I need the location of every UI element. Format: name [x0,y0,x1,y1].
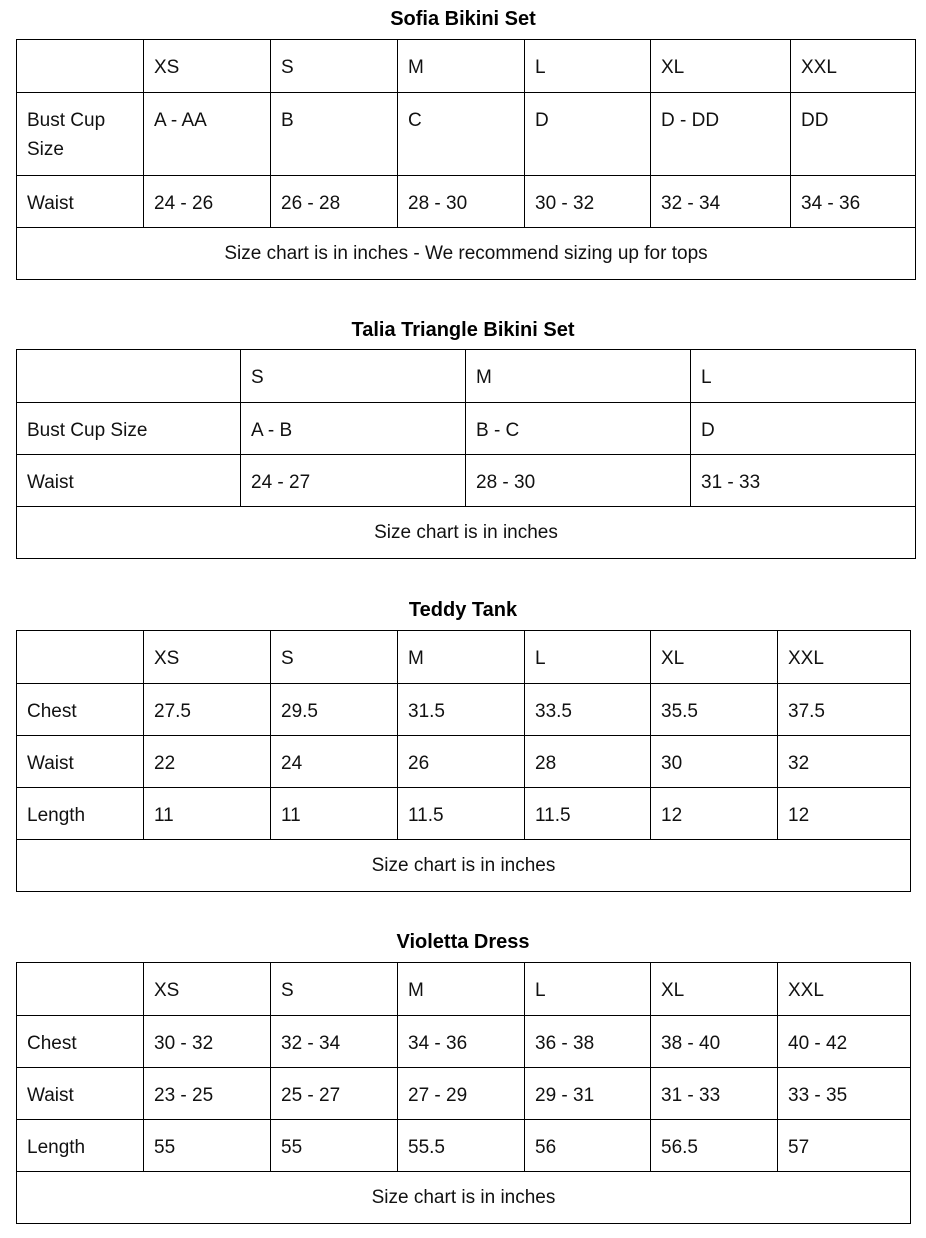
header-cell: XXL [778,963,911,1016]
table-cell: 40 - 42 [778,1016,911,1068]
table-cell: 55 [144,1120,271,1172]
table-cell: B - C [466,403,691,455]
row-label: Waist [17,176,144,228]
table-row [17,736,911,788]
table-cell: 11 [144,788,271,840]
header-cell: M [398,631,525,684]
table-cell: 32 - 34 [651,176,791,228]
table-row [17,1120,911,1172]
table-row [17,1016,911,1068]
table-cell: 11 [271,788,398,840]
size-table-violetta-dress [16,962,911,1224]
row-label: Chest [17,684,144,736]
row-label: Length [17,1120,144,1172]
header-cell: M [398,963,525,1016]
header-cell: S [271,631,398,684]
size-note: Size chart is in inches [17,1172,911,1224]
header-cell: M [466,350,691,403]
table-cell: 34 - 36 [791,176,916,228]
table-cell: 35.5 [651,684,778,736]
header-cell [17,40,144,93]
header-cell: S [271,40,398,93]
size-table-talia-triangle-bikini-set [16,349,916,559]
header-cell: L [691,350,916,403]
table-cell: 36 - 38 [525,1016,651,1068]
table-cell: 26 - 28 [271,176,398,228]
note-row [17,1172,911,1224]
header-cell: XS [144,963,271,1016]
note-row [17,228,916,280]
row-label: Bust Cup Size [17,93,144,176]
size-note: Size chart is in inches [17,840,911,892]
table-cell: 33.5 [525,684,651,736]
table-cell: B [271,93,398,176]
size-table-sofia-bikini-set [16,39,916,280]
row-label: Waist [17,1068,144,1120]
table-row [17,1068,911,1120]
table-title-teddy-tank: Teddy Tank [408,599,518,621]
header-cell: XL [651,631,778,684]
header-cell: XS [144,40,271,93]
table-row [17,176,916,228]
table-cell: DD [791,93,916,176]
table-cell: 30 - 32 [525,176,651,228]
table-cell: 27.5 [144,684,271,736]
header-cell: L [525,40,651,93]
table-cell: 24 - 27 [241,455,466,507]
header-row [17,631,911,684]
table-cell: 32 - 34 [271,1016,398,1068]
table-cell: 22 [144,736,271,788]
header-cell: XS [144,631,271,684]
header-row [17,350,916,403]
header-cell: XL [651,40,791,93]
note-row [17,507,916,559]
header-cell [17,631,144,684]
table-cell: 33 - 35 [778,1068,911,1120]
table-cell: 30 [651,736,778,788]
table-cell: 56.5 [651,1120,778,1172]
header-row [17,40,916,93]
row-label: Length [17,788,144,840]
table-cell: 12 [651,788,778,840]
table-cell: 24 [271,736,398,788]
row-label: Waist [17,455,241,507]
row-label: Waist [17,736,144,788]
table-cell: 55 [271,1120,398,1172]
table-cell: 29 - 31 [525,1068,651,1120]
table-cell: 26 [398,736,525,788]
header-cell [17,350,241,403]
table-cell: 28 [525,736,651,788]
header-cell [17,963,144,1016]
table-cell: C [398,93,525,176]
table-cell: 56 [525,1120,651,1172]
table-cell: 24 - 26 [144,176,271,228]
table-cell: 11.5 [398,788,525,840]
table-cell: D [525,93,651,176]
table-cell: 37.5 [778,684,911,736]
table-row [17,403,916,455]
size-table-teddy-tank [16,630,911,892]
table-row [17,684,911,736]
table-cell: A - B [241,403,466,455]
row-label: Chest [17,1016,144,1068]
table-cell: D - DD [651,93,791,176]
header-cell: M [398,40,525,93]
header-cell: XL [651,963,778,1016]
table-row [17,93,916,176]
table-cell: 32 [778,736,911,788]
note-row [17,840,911,892]
table-cell: 34 - 36 [398,1016,525,1068]
table-cell: 55.5 [398,1120,525,1172]
header-cell: XXL [791,40,916,93]
header-cell: S [271,963,398,1016]
table-title-violetta-dress: Violetta Dress [396,931,530,953]
header-cell: S [241,350,466,403]
table-cell: 23 - 25 [144,1068,271,1120]
table-cell: D [691,403,916,455]
table-cell: A - AA [144,93,271,176]
table-cell: 31.5 [398,684,525,736]
table-cell: 29.5 [271,684,398,736]
header-row [17,963,911,1016]
table-row [17,788,911,840]
table-cell: 31 - 33 [691,455,916,507]
size-note: Size chart is in inches - We recommend sizing up for tops [17,228,916,280]
table-cell: 25 - 27 [271,1068,398,1120]
table-cell: 28 - 30 [398,176,525,228]
table-cell: 27 - 29 [398,1068,525,1120]
table-title-sofia-bikini-set: Sofia Bikini Set [390,8,536,30]
table-cell: 31 - 33 [651,1068,778,1120]
table-cell: 30 - 32 [144,1016,271,1068]
header-cell: L [525,631,651,684]
table-cell: 11.5 [525,788,651,840]
table-cell: 12 [778,788,911,840]
table-cell: 57 [778,1120,911,1172]
row-label: Bust Cup Size [17,403,241,455]
header-cell: L [525,963,651,1016]
table-cell: 28 - 30 [466,455,691,507]
header-cell: XXL [778,631,911,684]
table-cell: 38 - 40 [651,1016,778,1068]
table-title-talia-triangle-bikini-set: Talia Triangle Bikini Set [351,319,575,341]
table-row [17,455,916,507]
size-note: Size chart is in inches [17,507,916,559]
